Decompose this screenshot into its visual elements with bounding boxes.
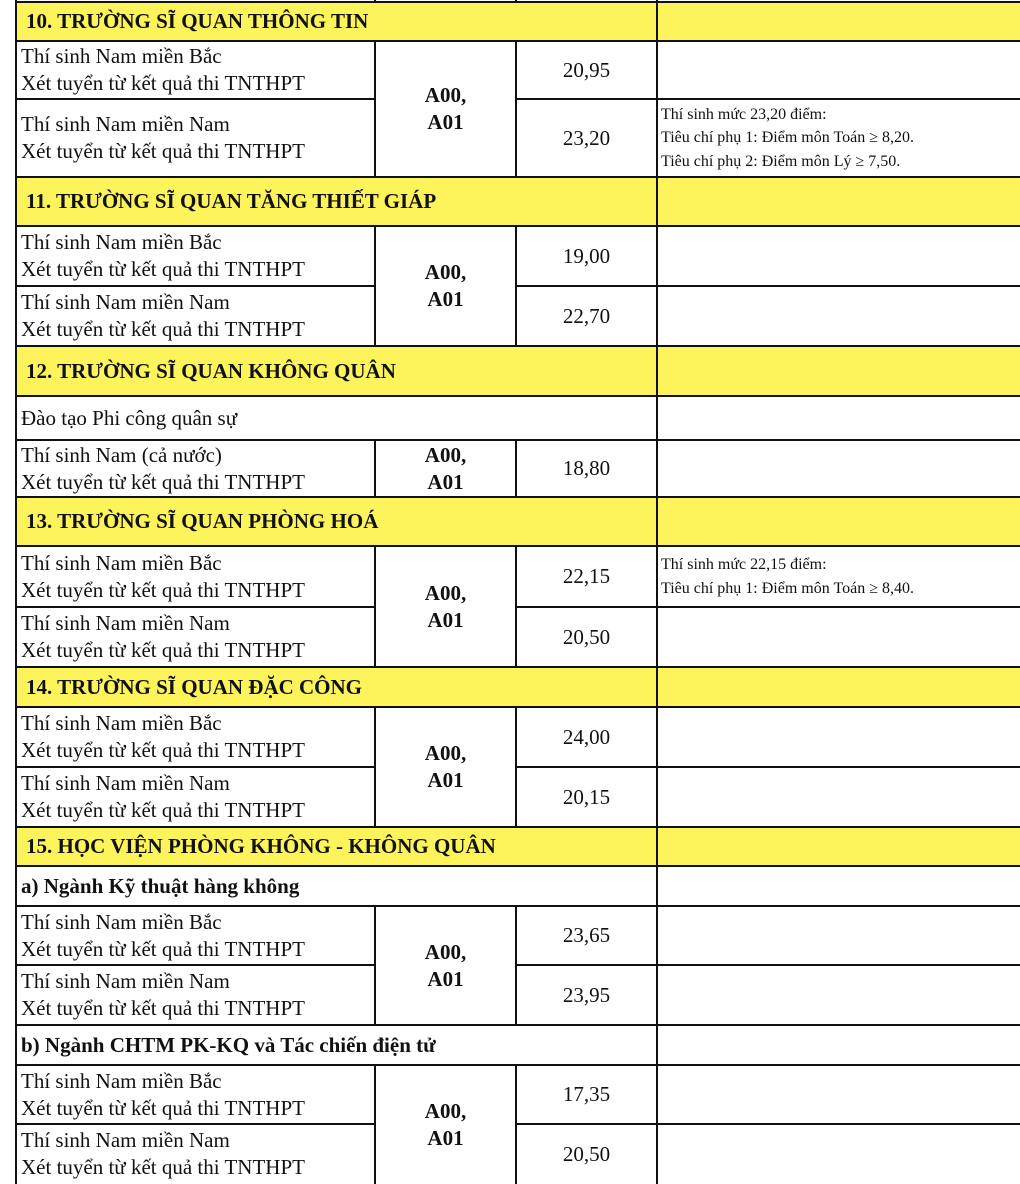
candidate-group: Thí sinh Nam miền Bắc	[21, 550, 222, 575]
section-title: 14. TRƯỜNG SĨ QUAN ĐẶC CÔNG	[26, 674, 363, 699]
table-row	[16, 707, 375, 767]
section-title: 15. HỌC VIỆN PHÒNG KHÔNG - KHÔNG QUÂN	[26, 834, 496, 858]
admission-method: Xét tuyển từ kết quả thi TNTHPT	[21, 798, 305, 822]
table-row	[16, 99, 375, 177]
subject-combo: A00, A01	[424, 580, 467, 632]
candidate-group: Thí sinh Nam miền Bắc	[21, 44, 222, 68]
admission-method: Xét tuyển từ kết quả thi TNTHPT	[21, 1095, 305, 1120]
table-row	[16, 41, 375, 99]
grid-line	[15, 666, 1020, 668]
candidate-group: Thí sinh Nam miền Nam	[21, 611, 230, 635]
grid-line	[15, 1064, 1020, 1066]
note-cell: Thí sinh mức 23,20 điểm: Tiêu chí phụ 1: Điểm môn Toán ≥ 8,20. Tiêu chí phụ 2: Điểm môn Lý ≥ 7,50.	[661, 105, 914, 170]
subject-combo: A00, A01	[424, 1098, 467, 1150]
candidate-group: Thí sinh Nam miền Bắc	[21, 909, 222, 934]
admission-method: Xét tuyển từ kết quả thi TNTHPT	[21, 936, 305, 961]
score-cell: 19,00	[562, 243, 611, 268]
section-header-note-cell	[657, 497, 1020, 546]
grid-line	[515, 964, 1020, 966]
candidate-group: Thí sinh Nam miền Nam	[21, 112, 230, 136]
score-cell: 20,15	[562, 784, 611, 809]
candidate-group: Thí sinh Nam miền Bắc	[21, 711, 222, 735]
grid-line	[515, 766, 1020, 768]
table-row	[16, 1124, 375, 1184]
table-row	[16, 440, 375, 497]
table-row	[16, 546, 375, 607]
subsection-row	[16, 396, 657, 440]
admission-method: Xét tuyển từ kết quả thi TNTHPT	[21, 996, 305, 1020]
score-cell: 22,70	[562, 303, 611, 328]
grid-line	[15, 496, 1020, 498]
score-cell: 20,95	[562, 57, 611, 82]
section-header-note-cell	[657, 346, 1020, 396]
admission-method: Xét tuyển từ kết quả thi TNTHPT	[21, 71, 305, 95]
section-header-note-cell	[657, 667, 1020, 707]
grid-line	[15, 826, 1020, 828]
subject-combo: A00, A01	[424, 442, 467, 494]
candidate-group: Thí sinh Nam miền Bắc	[21, 1068, 222, 1093]
candidate-group: Thí sinh Nam miền Nam	[21, 290, 230, 314]
score-cell: 23,20	[562, 125, 611, 150]
admission-method: Xét tuyển từ kết quả thi TNTHPT	[21, 139, 305, 163]
grid-line	[15, 964, 375, 966]
grid-line	[515, 98, 1020, 100]
score-cell: 22,15	[562, 564, 611, 588]
subsection-row	[16, 866, 657, 906]
subsection-title: Đào tạo Phi công quân sự	[21, 405, 238, 430]
admission-method: Xét tuyển từ kết quả thi TNTHPT	[21, 257, 305, 281]
grid-line	[15, 345, 1020, 347]
grid-line	[515, 440, 517, 497]
grid-line	[15, 766, 375, 768]
subject-combo: A00, A01	[424, 939, 467, 991]
section-header-note-cell	[657, 1, 1020, 41]
grid-line	[15, 98, 375, 100]
section-header	[16, 497, 657, 546]
grid-line	[15, 905, 1020, 907]
table-row	[16, 226, 375, 286]
grid-line	[15, 285, 375, 287]
section-header-note-cell	[657, 827, 1020, 866]
admission-method: Xét tuyển từ kết quả thi TNTHPT	[21, 469, 305, 494]
section-title: 11. TRƯỜNG SĨ QUAN TĂNG THIẾT GIÁP	[26, 189, 437, 213]
subsection-title: b) Ngành CHTM PK-KQ và Tác chiến điện tử	[21, 1032, 436, 1057]
subsection-row	[16, 1025, 657, 1065]
table-row	[16, 286, 375, 346]
grid-line	[15, 40, 1020, 42]
candidate-group: Thí sinh Nam (cả nước)	[21, 442, 222, 467]
note-cell: Thí sinh mức 22,15 điểm: Tiêu chí phụ 1: Điểm môn Toán ≥ 8,40.	[661, 556, 914, 597]
grid-line	[15, 1123, 375, 1125]
grid-line	[15, 1, 1020, 3]
grid-line	[15, 225, 1020, 227]
candidate-group: Thí sinh Nam miền Bắc	[21, 230, 222, 254]
grid-line	[15, 606, 375, 608]
score-cell: 20,50	[562, 1141, 611, 1166]
table-row	[16, 767, 375, 827]
grid-line	[15, 865, 1020, 867]
grid-line	[374, 440, 376, 497]
table-row	[16, 965, 375, 1025]
grid-line	[515, 1123, 1020, 1125]
score-cell: 23,95	[562, 982, 611, 1007]
admission-method: Xét tuyển từ kết quả thi TNTHPT	[21, 638, 305, 662]
grid-line	[15, 706, 1020, 708]
section-title: 10. TRƯỜNG SĨ QUAN THÔNG TIN	[26, 8, 369, 33]
section-header-note-cell	[657, 177, 1020, 226]
score-cell: 20,50	[562, 624, 611, 649]
score-cell: 24,00	[562, 724, 611, 749]
grid-line	[15, 439, 1020, 441]
section-header	[16, 1, 657, 41]
grid-line	[15, 395, 1020, 397]
score-cell: 18,80	[562, 456, 611, 480]
grid-line	[515, 606, 1020, 608]
grid-line	[15, 545, 1020, 547]
subject-combo: A00, A01	[424, 83, 467, 134]
candidate-group: Thí sinh Nam miền Nam	[21, 969, 230, 993]
section-header	[16, 827, 657, 866]
grid-line	[15, 1024, 1020, 1026]
subsection-title: a) Ngành Kỹ thuật hàng không	[21, 873, 300, 898]
grid-line	[374, 41, 376, 177]
section-title: 12. TRƯỜNG SĨ QUAN KHÔNG QUÂN	[26, 358, 396, 383]
grid-line	[515, 41, 517, 177]
section-header	[16, 346, 657, 396]
table-row	[16, 906, 375, 965]
table-row	[16, 607, 375, 667]
subject-combo: A00, A01	[424, 741, 467, 792]
candidate-group: Thí sinh Nam miền Nam	[21, 771, 230, 795]
grid-line	[515, 285, 1020, 287]
subject-combo: A00, A01	[424, 260, 467, 311]
table-row	[16, 1065, 375, 1124]
admission-method: Xét tuyển từ kết quả thi TNTHPT	[21, 577, 305, 602]
candidate-group: Thí sinh Nam miền Nam	[21, 1128, 230, 1152]
admission-method: Xét tuyển từ kết quả thi TNTHPT	[21, 317, 305, 341]
section-header	[16, 177, 657, 226]
section-title: 13. TRƯỜNG SĨ QUAN PHÒNG HOÁ	[26, 509, 379, 533]
section-header	[16, 667, 657, 707]
score-cell: 23,65	[562, 923, 611, 947]
admission-method: Xét tuyển từ kết quả thi TNTHPT	[21, 1155, 305, 1179]
admission-method: Xét tuyển từ kết quả thi TNTHPT	[21, 738, 305, 762]
score-cell: 17,35	[562, 1082, 611, 1106]
grid-line	[15, 176, 1020, 178]
